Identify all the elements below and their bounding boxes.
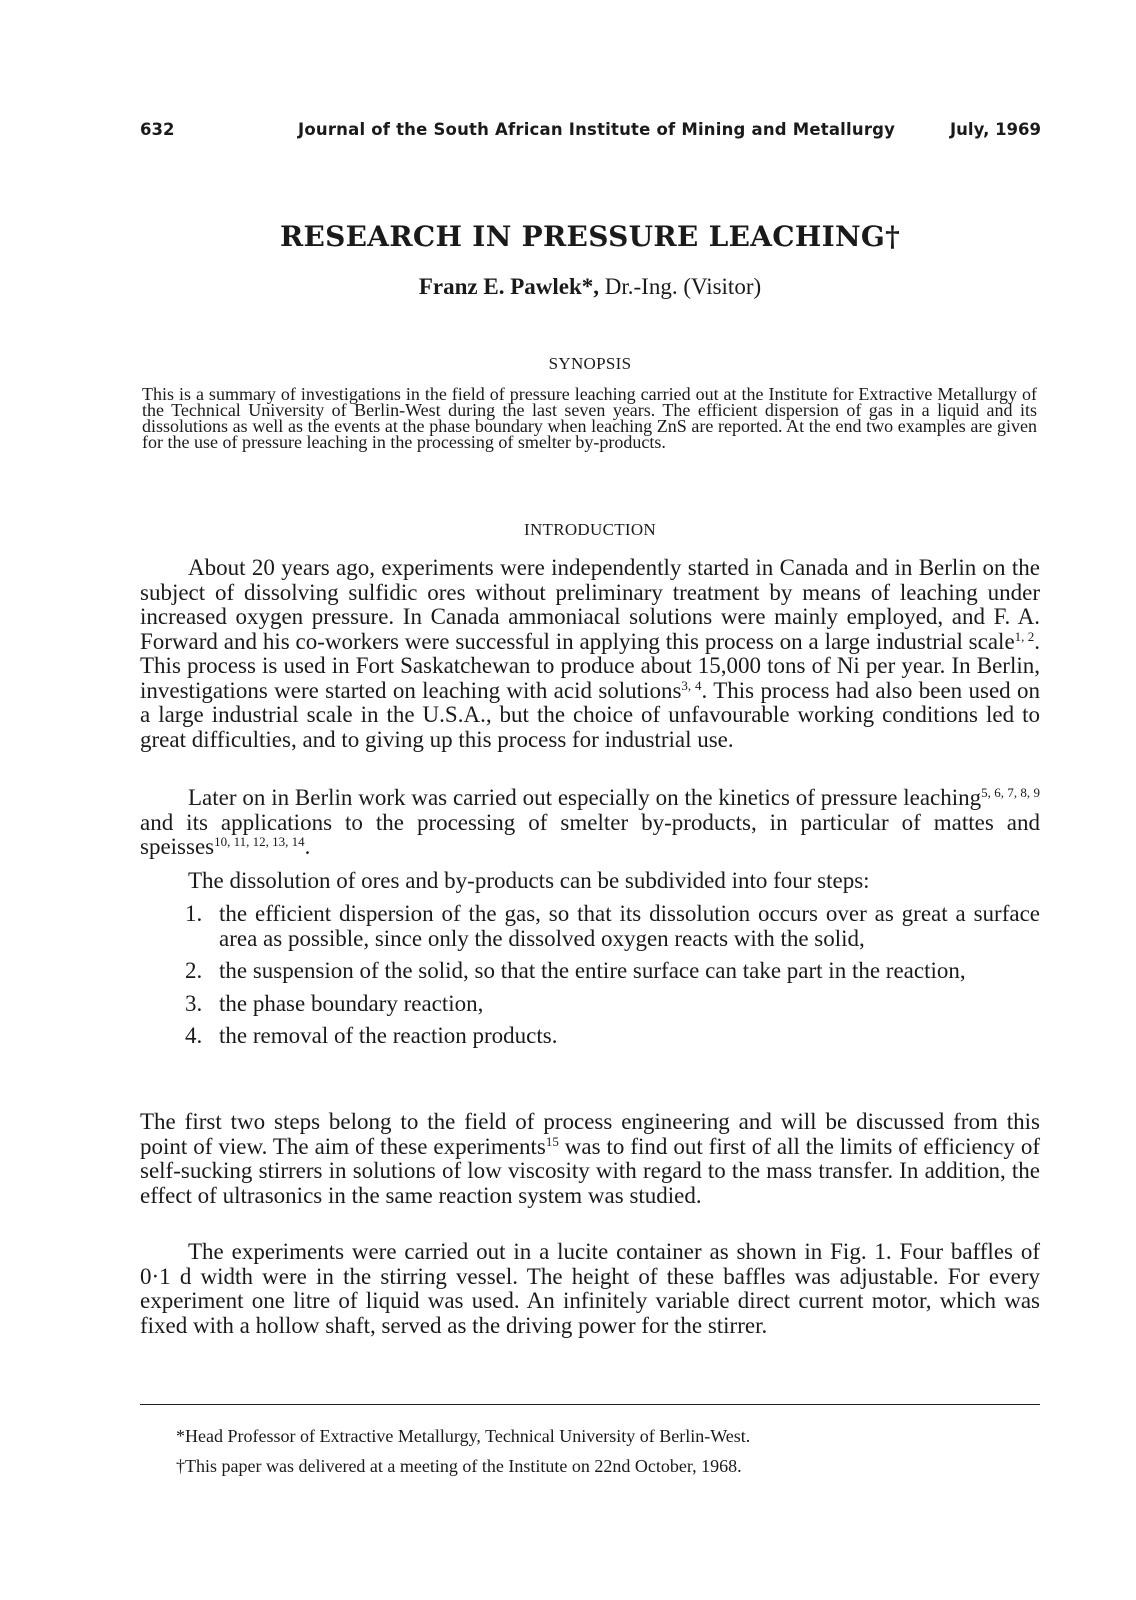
citation-ref: 1, 2 xyxy=(1014,628,1035,644)
introduction-heading: INTRODUCTION xyxy=(523,520,657,539)
page-number: 632 xyxy=(140,120,175,139)
issue-date: July, 1969 xyxy=(950,120,1041,139)
paragraph-1-text-b: . This process is used in Fort Saskatchewan to produce about 15,000 tons of Ni per year. In Berlin, investigations were started on leaching with acid solutions xyxy=(140,628,1040,703)
list-item-number: 4. xyxy=(185,1023,203,1048)
list-item xyxy=(185,992,1040,1017)
list-item xyxy=(185,959,1040,984)
steps-list xyxy=(185,902,1040,1057)
footnote-author: *Head Professor of Extractive Metallurgy, Technical University of Berlin-West. xyxy=(176,1426,751,1446)
paragraph-2-text-b: and its applications to the processing of smelter by-products, in particular of mattes and speisses xyxy=(140,809,1040,859)
paragraph-1-text-c: . This process had also been used on a large industrial scale in the U.S.A., but the choice of unfavourable working conditions led to great difficulties, and to giving up this process for industrial use. xyxy=(140,677,1041,752)
citation-ref: 3, 4 xyxy=(681,677,702,693)
author-name: Franz E. Pawlek*, xyxy=(418,274,599,299)
list-item-text: the phase boundary reaction, xyxy=(219,990,484,1016)
list-item-number: 3. xyxy=(185,990,203,1016)
paragraph-2 xyxy=(140,786,1040,860)
paragraph-2-text-a: Later on in Berlin work was carried out especially on the kinetics of pressure leaching xyxy=(188,785,982,810)
paragraph-4 xyxy=(140,1110,1040,1208)
citation-ref: 15 xyxy=(545,1133,559,1149)
list-item-text: the efficient dispersion of the gas, so that its dissolution occurs over as great a surface area as possible, since only the dissolved oxygen reacts with the solid, xyxy=(219,901,1040,951)
footnote-delivery: †This paper was delivered at a meeting of the Institute on 22nd October, 1968. xyxy=(176,1456,742,1476)
paragraph-3: The dissolution of ores and by-products can be subdivided into four steps: xyxy=(188,868,870,893)
synopsis-text: This is a summary of investigations in the field of pressure leaching carried out at the Institute for Extractive Metallurgy of the Technical University of Berlin-West during the last seven years. The efficient dispersion of gas in a liquid and its dissolutions as well as the events at the phase boundary when leaching ZnS are reported. At the end two examples are given for the use of pressure leaching in the processing of smelter by-products. xyxy=(142,384,1037,452)
article-title: RESEARCH IN PRESSURE LEACHING† xyxy=(279,220,901,253)
synopsis-heading: SYNOPSIS xyxy=(548,354,632,373)
journal-name: Journal of the South African Institute of Mining and Metallurgy xyxy=(298,120,896,139)
author-credentials: Dr.-Ing. (Visitor) xyxy=(599,274,762,299)
paragraph-1-text-a: About 20 years ago, experiments were independently started in Canada and in Berlin on the subject of dissolving sulfidic ores without preliminary treatment by means of leaching under increased oxygen pressure. In Canada ammoniacal solutions were mainly employed, and F. A. Forward and his co-workers were successful in applying this process on a large industrial scale xyxy=(140,555,1040,654)
list-item xyxy=(185,902,1040,951)
list-item-number: 1. xyxy=(185,901,203,926)
paragraph-2-text-c: . xyxy=(304,834,311,859)
footnote-divider xyxy=(140,1404,1040,1405)
author-line xyxy=(140,274,1040,300)
paragraph-4-text-b: was to find out first of all the limits of efficiency of self-sucking stirrers in solutions of low viscosity with regard to the mass transfer. In addition, the effect of ultrasonics in the same reaction system was studied. xyxy=(140,1133,1040,1208)
list-item-number: 2. xyxy=(185,958,203,983)
paragraph-1 xyxy=(140,556,1040,752)
list-item xyxy=(185,1024,1040,1049)
list-item-text: the suspension of the solid, so that the entire surface can take part in the reaction, xyxy=(219,958,966,983)
running-head xyxy=(140,120,1040,144)
citation-ref: 10, 11, 12, 13, 14 xyxy=(214,834,305,849)
paragraph-5: The experiments were carried out in a lucite container as shown in Fig. 1. Four baffles of 0·1 d width were in the stirring vessel. The height of these baffles was adjustable. For every experiment one litre of liquid was used. An infinitely variable direct current motor, which was fixed with a hollow shaft, served as the driving power for the stirrer. xyxy=(140,1239,1040,1338)
citation-ref: 5, 6, 7, 8, 9 xyxy=(981,785,1040,800)
paragraph-4-text-a: The first two steps belong to the field of process engineering and will be discussed from this point of view. The aim of these experiments xyxy=(140,1109,1040,1159)
list-item-text: the removal of the reaction products. xyxy=(219,1023,558,1048)
